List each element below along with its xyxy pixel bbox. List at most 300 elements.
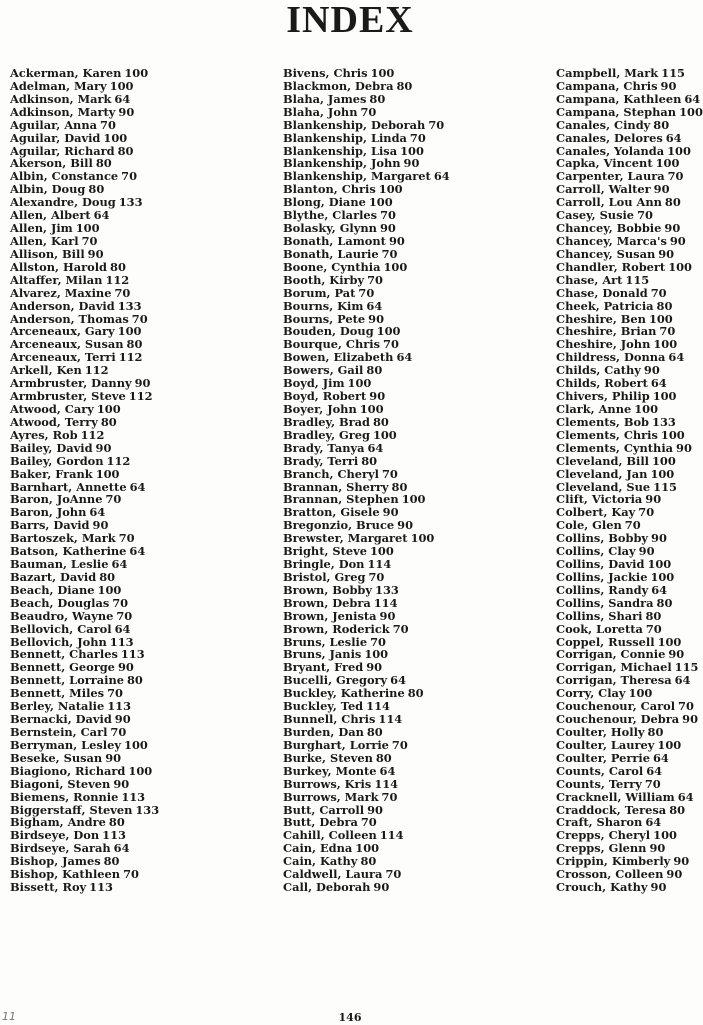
- entry-name: Bristol, Greg: [283, 569, 366, 584]
- entry-page: 70: [381, 789, 398, 804]
- entry-name: Arceneaux, Terri: [10, 350, 116, 365]
- entry-name: Cleveland, Sue: [556, 479, 651, 494]
- entry-page: 70: [644, 776, 661, 791]
- entry-name: Collins, Bobby: [556, 531, 649, 546]
- entry-page: 100: [679, 104, 703, 119]
- entry-name: Bolasky, Glynn: [283, 221, 377, 236]
- entry-name: Bartoszek, Mark: [10, 531, 116, 546]
- entry-name: Armbruster, Steve: [10, 389, 126, 404]
- entry-page: 64: [89, 505, 106, 520]
- entry-name: Allen, Albert: [10, 208, 91, 223]
- entry-page: 90: [113, 776, 130, 791]
- entry-page: 70: [650, 285, 667, 300]
- entry-name: Blankenship, Margaret: [283, 169, 431, 184]
- entry-name: Burrows, Mark: [283, 789, 379, 804]
- entry-name: Borum, Pat: [283, 285, 356, 300]
- entry-name: Bauman, Leslie: [10, 557, 109, 572]
- entry-name: Bellovich, Carol: [10, 621, 112, 636]
- entry-page: 80: [396, 78, 413, 93]
- entry-page: 115: [625, 272, 650, 287]
- entry-page: 90: [676, 440, 692, 455]
- entry-page: 64: [677, 789, 694, 804]
- entry-name: Caldwell, Laura: [283, 867, 383, 882]
- entry-name: Allston, Harold: [10, 259, 108, 274]
- entry-page: 112: [106, 453, 131, 468]
- entry-name: Beaudro, Wayne: [10, 608, 114, 623]
- entry-page: 70: [368, 569, 385, 584]
- entry-name: Beseke, Susan: [10, 750, 103, 765]
- entry-name: Baron, JoAnne: [10, 492, 103, 507]
- entry-page: 70: [667, 169, 684, 184]
- entry-page: 100: [628, 686, 653, 701]
- entry-page: 70: [114, 285, 131, 300]
- entry-page: 100: [359, 401, 384, 416]
- entry-name: Adelman, Mary: [10, 78, 107, 93]
- entry-page: 64: [111, 557, 128, 572]
- entry-name: Bruns, Janis: [283, 647, 362, 662]
- entry-page: 133: [652, 414, 676, 429]
- entry-page: 90: [660, 78, 677, 93]
- entry-page: 90: [669, 233, 686, 248]
- entry-page: 90: [118, 104, 135, 119]
- entry-name: Batson, Katherine: [10, 544, 127, 559]
- entry-page: 100: [400, 143, 424, 158]
- entry-page: 100: [96, 401, 121, 416]
- entry-name: Burrows, Kris: [283, 776, 372, 791]
- entry-page: 80: [361, 453, 378, 468]
- entry-page: 70: [370, 634, 386, 649]
- entry-page: 90: [92, 518, 109, 533]
- entry-name: Ayres, Rob: [10, 427, 78, 442]
- entry-name: Chase, Art: [556, 272, 623, 287]
- entry-page: 80: [372, 414, 389, 429]
- entry-page: 133: [135, 802, 160, 817]
- entry-name: Bunnell, Chris: [283, 712, 376, 727]
- entry-name: Armbruster, Danny: [10, 376, 132, 391]
- entry-page: 90: [382, 505, 399, 520]
- entry-page: 100: [648, 311, 673, 326]
- entry-name: Couchenour, Carol: [556, 699, 676, 714]
- entry-page: 64: [645, 815, 662, 830]
- entry-page: 90: [664, 221, 681, 236]
- entry-page: 80: [407, 686, 424, 701]
- entry-name: Burke, Steven: [283, 750, 373, 765]
- entry-page: 100: [647, 557, 672, 572]
- page-number: 146: [338, 1011, 362, 1024]
- entry-name: Brady, Terri: [283, 453, 359, 468]
- entry-name: Chancey, Bobbie: [556, 221, 662, 236]
- entry-page: 100: [652, 389, 677, 404]
- entry-name: Canales, Cindy: [556, 117, 651, 132]
- entry-name: Brannan, Stephen: [283, 492, 399, 507]
- entry-name: Coulter, Laurey: [556, 737, 655, 752]
- entry-name: Arceneaux, Gary: [10, 324, 115, 339]
- entry-page: 70: [116, 608, 133, 623]
- entry-page: 70: [81, 233, 98, 248]
- entry-page: 64: [668, 350, 685, 365]
- entry-page: 114: [366, 699, 390, 714]
- entry-name: Burkey, Monte: [283, 763, 377, 778]
- entry-name: Collins, David: [556, 557, 645, 572]
- entry-name: Carpenter, Laura: [556, 169, 665, 184]
- entry-page: 90: [367, 802, 383, 817]
- entry-name: Blaha, John: [283, 104, 358, 119]
- entry-name: Chancey, Susan: [556, 246, 656, 261]
- entry-name: Brown, Jenista: [283, 608, 377, 623]
- entry-page: 90: [95, 440, 112, 455]
- entry-page: 90: [673, 854, 690, 869]
- entry-name: Canales, Yolanda: [556, 143, 665, 158]
- entry-name: Adkinson, Marty: [10, 104, 116, 119]
- entry-page: 80: [369, 91, 386, 106]
- entry-name: Collins, Jackie: [556, 569, 648, 584]
- entry-page: 80: [360, 854, 377, 869]
- entry-page: 100: [124, 737, 148, 752]
- entry-page: 80: [108, 815, 125, 830]
- entry-name: Bissett, Roy: [10, 880, 87, 895]
- entry-name: Cain, Kathy: [283, 854, 358, 869]
- entry-page: 80: [88, 182, 105, 197]
- entry-page: 100: [347, 376, 372, 391]
- entry-name: Bonath, Laurie: [283, 246, 379, 261]
- entry-page: 113: [120, 647, 145, 662]
- entry-name: Childs, Robert: [556, 376, 648, 391]
- entry-name: Collins, Clay: [556, 544, 636, 559]
- entry-name: Campbell, Mark: [556, 66, 659, 80]
- entry-name: Brannan, Sherry: [283, 479, 389, 494]
- entry-page: 70: [385, 867, 402, 882]
- entry-name: Bennett, Miles: [10, 686, 105, 701]
- entry-page: 70: [110, 725, 127, 740]
- entry-page: 80: [100, 414, 117, 429]
- entry-page: 100: [103, 130, 128, 145]
- entry-page: 112: [80, 427, 105, 442]
- entry-name: Blong, Diane: [283, 195, 366, 210]
- entry-name: Campana, Kathleen: [556, 91, 682, 106]
- entry-name: Counts, Carol: [556, 763, 644, 778]
- entry-page: 80: [110, 259, 126, 274]
- entry-name: Cleveland, Bill: [556, 453, 649, 468]
- index-column-2: [283, 67, 450, 894]
- entry-page: 112: [105, 272, 130, 287]
- entry-page: 70: [383, 337, 399, 352]
- entry-name: Adkinson, Mark: [10, 91, 112, 106]
- entry-name: Biggerstaff, Steven: [10, 802, 133, 817]
- entry-page: 133: [117, 298, 142, 313]
- entry-name: Cook, Loretta: [556, 621, 643, 636]
- entry-name: Cole, Glen: [556, 518, 622, 533]
- entry-name: Boone, Cynthia: [283, 259, 381, 274]
- entry-name: Coppel, Russell: [556, 634, 655, 649]
- entry-page: 90: [645, 492, 662, 507]
- entry-page: 64: [379, 763, 396, 778]
- entry-page: 90: [666, 867, 683, 882]
- entry-name: Cheshire, Ben: [556, 311, 646, 326]
- entry-page: 100: [75, 221, 100, 236]
- entry-page: 100: [355, 841, 380, 856]
- entry-name: Chivers, Philip: [556, 389, 650, 404]
- entry-name: Cain, Edna: [283, 841, 353, 856]
- entry-page: 133: [375, 582, 399, 597]
- entry-page: 64: [114, 91, 131, 106]
- entry-page: 80: [366, 725, 383, 740]
- entry-name: Carroll, Walter: [556, 182, 651, 197]
- entry-page: 100: [650, 569, 675, 584]
- entry-name: Altaffer, Milan: [10, 272, 103, 287]
- entry-name: Bigham, Andre: [10, 815, 106, 830]
- entry-page: 100: [95, 466, 120, 481]
- entry-page: 100: [667, 143, 691, 158]
- entry-page: 90: [651, 531, 667, 546]
- entry-page: 80: [664, 195, 681, 210]
- entry-name: Allison, Bill: [10, 246, 85, 261]
- entry-name: Colbert, Kay: [556, 505, 636, 520]
- entry-page: 70: [638, 505, 655, 520]
- entry-name: Coulter, Holly: [556, 725, 645, 740]
- entry-page: 70: [107, 686, 123, 701]
- entry-name: Blankenship, Linda: [283, 130, 407, 145]
- entry-name: Aguilar, Anna: [10, 117, 98, 132]
- entry-page: 64: [652, 750, 669, 765]
- entry-name: Alvarez, Maxine: [10, 285, 112, 300]
- entry-page: 70: [367, 272, 383, 287]
- entry-page: 80: [656, 298, 673, 313]
- entry-page: 70: [360, 104, 377, 119]
- entry-name: Bradley, Brad: [283, 414, 370, 429]
- entry-name: Blaha, James: [283, 91, 367, 106]
- entry-page: 90: [379, 608, 396, 623]
- entry-page: 80: [391, 479, 408, 494]
- entry-name: Baker, Frank: [10, 466, 93, 481]
- entry-page: 100: [655, 156, 680, 171]
- entry-page: 70: [100, 117, 116, 132]
- entry-page: 70: [118, 531, 135, 546]
- entry-name: Collins, Randy: [556, 582, 649, 597]
- entry-name: Campana, Stephan: [556, 104, 677, 119]
- entry-name: Crosson, Colleen: [556, 867, 664, 882]
- entry-page: 70: [659, 324, 676, 339]
- entry-page: 100: [634, 401, 659, 416]
- entry-page: 64: [684, 91, 701, 106]
- entry-page: 100: [370, 66, 395, 80]
- entry-page: 90: [403, 156, 420, 171]
- entry-name: Bishop, James: [10, 854, 101, 869]
- entry-page: 90: [650, 880, 667, 895]
- entry-name: Birdseye, Sarah: [10, 841, 111, 856]
- entry-name: Barnhart, Annette: [10, 479, 127, 494]
- entry-name: Biagiono, Richard: [10, 763, 126, 778]
- entry-name: Blackmon, Debra: [283, 78, 394, 93]
- entry-name: Bellovich, John: [10, 634, 107, 649]
- entry-name: Akerson, Bill: [10, 156, 93, 171]
- entry-name: Couchenour, Debra: [556, 712, 680, 727]
- entry-page: 64: [674, 673, 691, 688]
- entry-name: Craddock, Teresa: [556, 802, 667, 817]
- entry-name: Corrigan, Theresa: [556, 673, 672, 688]
- entry-name: Call, Deborah: [283, 880, 371, 895]
- entry-name: Bruns, Leslie: [283, 634, 368, 649]
- entry-page: 90: [397, 518, 413, 533]
- entry-name: Berley, Natalie: [10, 699, 105, 714]
- index-entry: [556, 881, 703, 894]
- entry-name: Arkell, Ken: [10, 363, 82, 378]
- entry-name: Cracknell, William: [556, 789, 675, 804]
- index-entry: [10, 881, 159, 894]
- entry-page: 64: [113, 841, 130, 856]
- index-column-1: [10, 67, 159, 894]
- entry-name: Biemens, Ronnie: [10, 789, 119, 804]
- entry-name: Clark, Anne: [556, 401, 632, 416]
- entry-name: Bryant, Fred: [283, 660, 364, 675]
- entry-name: Crippin, Kimberly: [556, 854, 671, 869]
- entry-page: 90: [643, 363, 660, 378]
- entry-page: 64: [646, 763, 663, 778]
- entry-name: Branch, Cheryl: [283, 466, 379, 481]
- entry-name: Cahill, Colleen: [283, 828, 377, 843]
- entry-page: 90: [368, 311, 385, 326]
- entry-name: Bailey, Gordon: [10, 453, 104, 468]
- entry-page: 115: [653, 479, 677, 494]
- entry-name: Bucelli, Gregory: [283, 673, 388, 688]
- entry-name: Bennett, George: [10, 660, 115, 675]
- entry-name: Bowers, Gail: [283, 363, 364, 378]
- entry-page: 64: [433, 169, 450, 184]
- entry-page: 64: [129, 544, 146, 559]
- entry-page: 80: [126, 337, 143, 352]
- entry-name: Counts, Terry: [556, 776, 642, 791]
- entry-name: Collins, Sandra: [556, 595, 654, 610]
- entry-page: 80: [645, 608, 662, 623]
- entry-name: Clements, Cynthia: [556, 440, 674, 455]
- entry-page: 70: [645, 621, 662, 636]
- entry-name: Blankenship, Lisa: [283, 143, 398, 158]
- entry-page: 113: [89, 880, 113, 895]
- entry-page: 90: [369, 389, 386, 404]
- entry-page: 64: [390, 673, 407, 688]
- entry-name: Brown, Bobby: [283, 582, 373, 597]
- entry-page: 100: [368, 195, 393, 210]
- entry-name: Arceneaux, Susan: [10, 337, 124, 352]
- entry-page: 100: [657, 634, 682, 649]
- entry-page: 113: [102, 828, 126, 843]
- entry-page: 90: [87, 246, 104, 261]
- entry-name: Bradley, Greg: [283, 427, 370, 442]
- entry-page: 114: [367, 557, 392, 572]
- entry-page: 115: [674, 660, 699, 675]
- entry-page: 90: [134, 376, 151, 391]
- entry-name: Beach, Douglas: [10, 595, 110, 610]
- entry-name: Corrigan, Michael: [556, 660, 672, 675]
- entry-name: Bennett, Lorraine: [10, 673, 124, 688]
- entry-page: 64: [129, 479, 146, 494]
- entry-page: 90: [638, 544, 655, 559]
- entry-name: Biagoni, Steven: [10, 776, 111, 791]
- entry-name: Chandler, Robert: [556, 259, 666, 274]
- entry-name: Bratton, Gisele: [283, 505, 380, 520]
- entry-page: 70: [391, 737, 408, 752]
- entry-page: 133: [118, 195, 143, 210]
- entry-page: 90: [653, 182, 670, 197]
- entry-name: Boyd, Robert: [283, 389, 367, 404]
- entry-page: 70: [637, 208, 653, 223]
- entry-name: Bonath, Lamont: [283, 233, 386, 248]
- entry-name: Bright, Steve: [283, 544, 367, 559]
- entry-name: Brewster, Margaret: [283, 531, 408, 546]
- entry-page: 100: [401, 492, 426, 507]
- entry-page: 70: [381, 246, 398, 261]
- entry-name: Blankenship, Deborah: [283, 117, 426, 132]
- entry-page: 100: [378, 182, 403, 197]
- entry-name: Anderson, David: [10, 298, 115, 313]
- entry-page: 114: [373, 595, 398, 610]
- entry-page: 100: [370, 544, 394, 559]
- entry-name: Butt, Debra: [283, 815, 358, 830]
- entry-page: 112: [84, 363, 109, 378]
- entry-page: 90: [668, 647, 685, 662]
- entry-name: Atwood, Cary: [10, 401, 94, 416]
- entry-name: Ackerman, Karen: [10, 66, 122, 80]
- entry-page: 64: [650, 376, 667, 391]
- entry-page: 80: [126, 673, 143, 688]
- entry-page: 100: [364, 647, 389, 662]
- entry-name: Baron, John: [10, 505, 87, 520]
- entry-page: 80: [656, 595, 673, 610]
- entry-name: Collins, Shari: [556, 608, 643, 623]
- entry-name: Childress, Donna: [556, 350, 666, 365]
- entry-name: Bringle, Don: [283, 557, 365, 572]
- index-entry: [283, 881, 450, 894]
- entry-name: Brown, Roderick: [283, 621, 390, 636]
- entry-page: 70: [131, 311, 148, 326]
- entry-name: Corrigan, Connie: [556, 647, 666, 662]
- entry-page: 100: [653, 337, 678, 352]
- entry-page: 70: [360, 815, 377, 830]
- entry-page: 113: [107, 699, 132, 714]
- entry-page: 90: [373, 880, 390, 895]
- entry-name: Bernstein, Carl: [10, 725, 108, 740]
- entry-page: 100: [652, 453, 676, 468]
- entry-page: 64: [366, 298, 383, 313]
- entry-page: 90: [379, 221, 396, 236]
- entry-page: 80: [95, 156, 112, 171]
- entry-page: 113: [121, 789, 146, 804]
- entry-name: Capka, Vincent: [556, 156, 653, 171]
- entry-name: Butt, Carroll: [283, 802, 365, 817]
- entry-page: 90: [117, 660, 134, 675]
- entry-name: Bowen, Elizabeth: [283, 350, 394, 365]
- entry-page: 70: [105, 492, 122, 507]
- entry-page: 90: [658, 246, 675, 261]
- entry-page: 100: [383, 259, 408, 274]
- entry-name: Barrs, David: [10, 518, 90, 533]
- entry-page: 80: [653, 117, 670, 132]
- entry-page: 113: [109, 634, 134, 649]
- entry-page: 100: [650, 466, 675, 481]
- entry-name: Aguilar, David: [10, 130, 101, 145]
- handwritten-margin-note: 11: [2, 1010, 16, 1023]
- entry-name: Crouch, Kathy: [556, 880, 648, 895]
- entry-name: Blanton, Chris: [283, 182, 376, 197]
- entry-name: Cleveland, Jan: [556, 466, 648, 481]
- entry-page: 90: [682, 712, 699, 727]
- entry-page: 100: [372, 427, 397, 442]
- entry-name: Bazart, David: [10, 569, 97, 584]
- entry-name: Cheshire, John: [556, 337, 651, 352]
- entry-name: Boyer, John: [283, 401, 357, 416]
- entry-page: 70: [381, 466, 398, 481]
- entry-name: Bregonzio, Bruce: [283, 518, 395, 533]
- entry-name: Bourque, Chris: [283, 337, 381, 352]
